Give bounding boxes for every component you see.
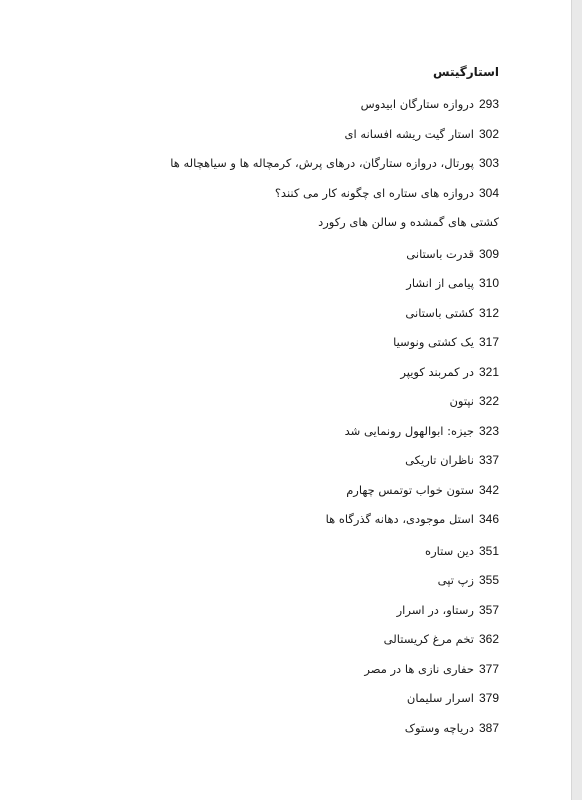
toc-page-number: 322 xyxy=(478,394,499,408)
toc-entry xyxy=(59,570,499,600)
toc-entry-title: رستاو، در اسرار xyxy=(396,602,474,617)
toc-entry xyxy=(59,391,499,421)
toc-entry xyxy=(59,480,499,510)
toc-entry-title: استل موجودی، دهانه گذرگاه ها xyxy=(325,512,474,526)
toc-entry xyxy=(59,541,499,571)
toc-entry xyxy=(59,362,499,392)
toc-entry-title: قدرت باستانی xyxy=(406,246,474,261)
toc-entry-title: دروازه های ستاره ای چگونه کار می کنند؟ xyxy=(274,185,474,200)
toc-entry-title: جیزه: ابوالهول رونمایی شد xyxy=(344,423,474,438)
toc-entry xyxy=(59,332,499,362)
toc-page-number: 302 xyxy=(478,126,499,141)
toc-entry-title: استار گیت ریشه افسانه ای xyxy=(344,126,474,141)
table-of-contents xyxy=(59,62,499,747)
toc-page-number: 321 xyxy=(478,364,499,379)
section-heading-stargates: استارگیتس xyxy=(433,65,499,79)
toc-entry-title: تخم مرغ کریستالی xyxy=(383,632,474,646)
toc-entry-title: پیامی از انشار xyxy=(406,276,474,290)
toc-page-number: 342 xyxy=(478,482,499,497)
toc-entry-title: پورتال، دروازه ستارگان، درهای پرش، کرمچاله ها و سیاهچاله ها xyxy=(170,156,474,170)
toc-entry xyxy=(59,153,499,183)
toc-page-number: 346 xyxy=(478,512,499,526)
toc-entry-title: ناظران تاریکی xyxy=(405,453,474,467)
toc-page-number: 310 xyxy=(478,276,499,290)
toc-entry xyxy=(59,718,499,748)
section-heading-lost-ships: کشتی های گمشده و سالن های رکورد xyxy=(318,215,499,229)
toc-page-number: 304 xyxy=(478,185,499,200)
toc-entry-title: دروازه ستارگان ابیدوس xyxy=(360,97,474,111)
toc-entry-title: ستون خواب توتمس چهارم xyxy=(346,482,474,497)
toc-entry xyxy=(59,450,499,480)
toc-page-number: 351 xyxy=(478,543,499,558)
toc-page-number: 337 xyxy=(478,453,499,467)
toc-page-number: 323 xyxy=(478,423,499,438)
toc-page-number: 362 xyxy=(478,632,499,646)
toc-entry xyxy=(59,273,499,303)
toc-page-number: 355 xyxy=(478,573,499,587)
toc-entry-title: دین ستاره xyxy=(425,543,474,558)
toc-entry-title: زپ تپی xyxy=(437,573,474,587)
toc-entry xyxy=(59,659,499,689)
toc-entry xyxy=(59,303,499,333)
toc-page-number: 387 xyxy=(478,720,499,735)
toc-entry-title: دریاچه وستوک xyxy=(404,720,474,735)
toc-page-number: 309 xyxy=(478,246,499,261)
toc-entry xyxy=(59,509,499,539)
toc-entry xyxy=(59,629,499,659)
toc-entry xyxy=(59,688,499,718)
toc-entry-title: در کمربند کویپر xyxy=(400,364,474,379)
toc-entry xyxy=(59,600,499,630)
toc-page-number: 303 xyxy=(478,156,499,170)
toc-entry xyxy=(59,183,499,213)
toc-page-number: 379 xyxy=(478,691,499,705)
toc-entry-title: نپتون xyxy=(449,394,474,408)
toc-page-number: 317 xyxy=(478,335,499,349)
toc-entry-title: یک کشتی ونوسیا xyxy=(393,335,474,349)
toc-page-number: 312 xyxy=(478,305,499,320)
toc-page-number: 357 xyxy=(478,602,499,617)
toc-page-number: 293 xyxy=(478,97,499,111)
toc-entry xyxy=(59,244,499,274)
toc-entry-title: کشتی باستانی xyxy=(405,305,474,320)
toc-page-number: 377 xyxy=(478,661,499,676)
toc-entry-title: اسرار سلیمان xyxy=(406,691,474,705)
toc-entry-title: حفاری نازی ها در مصر xyxy=(364,661,474,676)
toc-entry xyxy=(59,421,499,451)
toc-entry xyxy=(59,124,499,154)
toc-entry xyxy=(59,94,499,124)
